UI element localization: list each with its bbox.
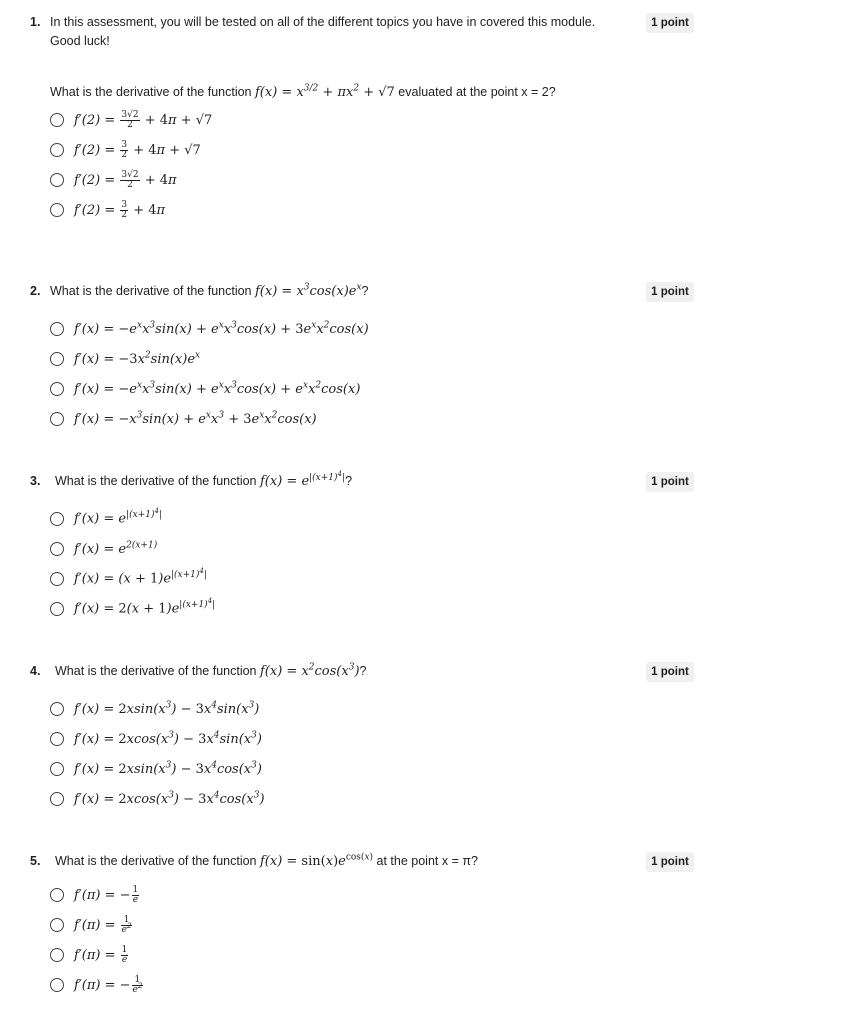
- radio-button[interactable]: [50, 382, 64, 396]
- question-2: [30, 282, 700, 434]
- points-badge: 1 point: [646, 472, 694, 492]
- option-label: $f'(x) = e^{|(x+1)^4|}$: [74, 507, 163, 527]
- question-number: 3.: [30, 474, 41, 488]
- option-3[interactable]: [50, 564, 700, 594]
- option-label: f′(2) = $\frac{3}{2}$ + 4π: [74, 199, 166, 220]
- option-3[interactable]: [50, 165, 700, 195]
- function-expression: $f(x) = x^2\cos(x^3)$: [259, 662, 360, 679]
- radio-button[interactable]: [50, 792, 64, 806]
- radio-button[interactable]: [50, 918, 64, 932]
- option-4[interactable]: [50, 784, 700, 814]
- question-intro: [50, 13, 700, 51]
- question-header: [30, 469, 700, 491]
- question-1: [30, 13, 700, 225]
- question-header: [30, 282, 700, 301]
- option-3[interactable]: [50, 374, 700, 404]
- options-list: [50, 105, 700, 225]
- question-number: 5.: [30, 854, 41, 868]
- option-label: $f'(x) = 2xsin(x^3) - 3x^4\cos(x^3)$: [74, 760, 262, 777]
- option-label: f′(2) = $\frac{3}{2}$ + 4π + √7: [74, 139, 201, 160]
- points-badge: 1 point: [646, 852, 694, 872]
- option-label: $f'(x) = 2(x + 1)e^{|(x+1)^4|}$: [74, 597, 216, 617]
- option-label: $f'(x) = -3x^2\sin(x)e^x$: [74, 350, 201, 367]
- question-number: 2.: [30, 284, 41, 298]
- option-1[interactable]: [50, 504, 700, 534]
- option-3[interactable]: [50, 940, 700, 970]
- prompt-text-post: at the point x = π?: [376, 854, 478, 868]
- points-badge: 1 point: [646, 13, 694, 33]
- question-number: 1.: [30, 15, 41, 29]
- option-label: $f'(x) = 2xcos(x^3) - 3x^4\cos(x^3)$: [74, 790, 265, 807]
- option-2[interactable]: [50, 910, 700, 940]
- question-3: [30, 469, 700, 624]
- option-label: f′(π) = $\frac{1}{e}$: [74, 944, 128, 965]
- points-badge: 1 point: [646, 282, 694, 302]
- prompt-text-post: ?: [345, 474, 353, 488]
- option-2[interactable]: [50, 344, 700, 374]
- prompt-text: What is the derivative of the function: [55, 664, 257, 678]
- question-header: [30, 13, 700, 51]
- points-badge: 1 point: [646, 662, 694, 682]
- radio-button[interactable]: [50, 702, 64, 716]
- radio-button[interactable]: [50, 762, 64, 776]
- radio-button[interactable]: [50, 602, 64, 616]
- prompt-text-post: ?: [359, 664, 367, 678]
- radio-button[interactable]: [50, 542, 64, 556]
- option-label: $f'(x) = 2xsin(x^3) - 3x^4\sin(x^3)$: [74, 700, 260, 717]
- prompt-text: What is the derivative of the function: [50, 284, 252, 298]
- radio-button[interactable]: [50, 203, 64, 217]
- option-label: $f'(x) = -e^xx^3\sin(x) + e^xx^3\cos(x) + 3e^xx^2\cos(x)$: [74, 320, 369, 337]
- option-1[interactable]: [50, 880, 700, 910]
- function-expression: $f(x) = e^{|(x+1)^4|}$: [259, 469, 346, 489]
- prompt-text: What is the derivative of the function: [55, 474, 257, 488]
- radio-button[interactable]: [50, 173, 64, 187]
- option-4[interactable]: [50, 404, 700, 434]
- radio-button[interactable]: [50, 948, 64, 962]
- option-label: $f'(x) = -x^3\sin(x) + e^xx^3 + 3e^xx^2\cos(x)$: [74, 410, 317, 427]
- intro-text: In this assessment, you will be tested on all of the different topics you have in covered this module.: [50, 15, 596, 29]
- question-header: [30, 662, 700, 681]
- question-header: [30, 852, 700, 871]
- option-label: f′(2) = $\frac{3√2}{2}$ + 4π: [74, 169, 177, 190]
- option-2[interactable]: [50, 724, 700, 754]
- option-1[interactable]: [50, 105, 700, 135]
- radio-button[interactable]: [50, 143, 64, 157]
- options-list: [50, 880, 700, 1000]
- option-2[interactable]: [50, 135, 700, 165]
- option-label: f′(π) = − $\frac{1}{e}$: [74, 884, 139, 905]
- options-list: [50, 504, 700, 624]
- option-label: $f'(x) = e^{2(x+1)}$: [74, 540, 158, 557]
- option-4[interactable]: [50, 970, 700, 1000]
- radio-button[interactable]: [50, 113, 64, 127]
- prompt-text: What is the derivative of the function: [50, 85, 252, 99]
- prompt-text-post: ?: [361, 284, 369, 298]
- radio-button[interactable]: [50, 512, 64, 526]
- question-number: 4.: [30, 664, 41, 678]
- radio-button[interactable]: [50, 322, 64, 336]
- option-label: $f'(x) = 2xcos(x^3) - 3x^4\sin(x^3)$: [74, 730, 262, 747]
- option-label: f′(2) = $\frac{3√2}{2}$ + 4π + √7: [74, 109, 213, 130]
- option-3[interactable]: [50, 754, 700, 784]
- function-expression: $f(x) = \sin(x)e^{cos(x)}$: [259, 852, 374, 869]
- question-prompt: [50, 282, 700, 301]
- option-2[interactable]: [50, 534, 700, 564]
- option-label: $f'(x) = -e^xx^3\sin(x) + e^xx^3\cos(x) + e^xx^2\cos(x)$: [74, 380, 361, 397]
- question-prompt: [55, 469, 700, 491]
- question-5: [30, 852, 700, 1000]
- option-4[interactable]: [50, 594, 700, 624]
- prompt-text: What is the derivative of the function: [55, 854, 257, 868]
- radio-button[interactable]: [50, 352, 64, 366]
- options-list: [50, 694, 700, 814]
- option-1[interactable]: [50, 694, 700, 724]
- radio-button[interactable]: [50, 412, 64, 426]
- question-prompt: [55, 662, 700, 681]
- prompt-text-post: evaluated at the point x = 2?: [398, 85, 556, 99]
- options-list: [50, 314, 700, 434]
- option-label: f′(π) = $\frac{1}{e^2}$: [74, 914, 132, 935]
- radio-button[interactable]: [50, 888, 64, 902]
- option-label: $f'(x) = (x + 1)e^{|(x+1)^4|}$: [74, 567, 207, 587]
- function-expression: $f(x) = x^{3/2} + \pi x^2 + √7$: [254, 83, 395, 100]
- intro-text-2: Good luck!: [50, 34, 110, 48]
- radio-button[interactable]: [50, 978, 64, 992]
- radio-button[interactable]: [50, 732, 64, 746]
- option-1[interactable]: [50, 314, 700, 344]
- option-label: f′(π) = − $\frac{1}{e^2}$: [74, 974, 143, 995]
- question-prompt: [50, 85, 700, 100]
- question-prompt: [55, 852, 700, 871]
- question-4: [30, 662, 700, 814]
- option-4[interactable]: [50, 195, 700, 225]
- radio-button[interactable]: [50, 572, 64, 586]
- function-expression: $f(x) = x^3\cos(x)e^x$: [254, 282, 362, 299]
